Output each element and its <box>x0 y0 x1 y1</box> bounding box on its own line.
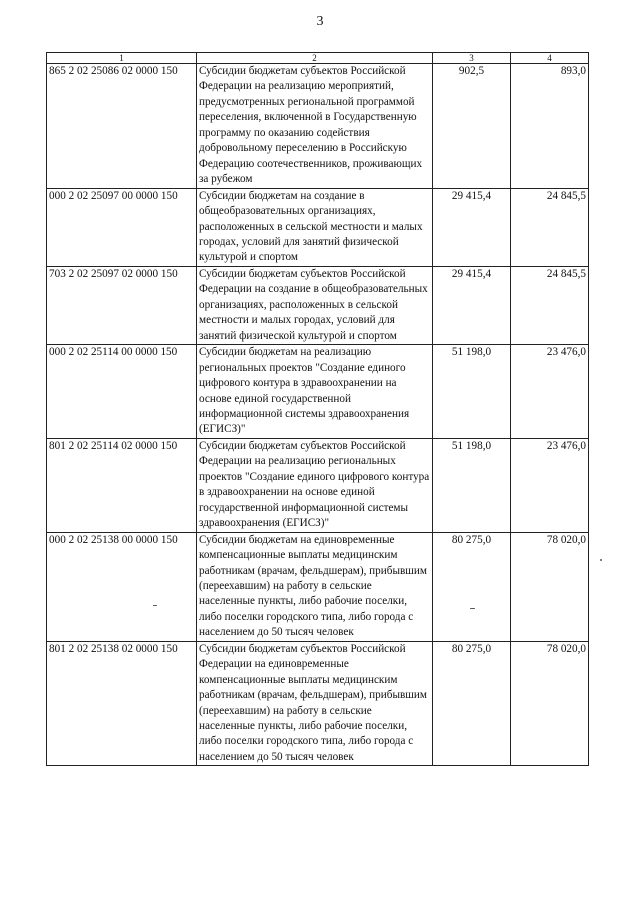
budget-code-cell: 000 2 02 25097 00 0000 150 <box>47 188 197 266</box>
budget-code-cell: 000 2 02 25114 00 0000 150 <box>47 345 197 439</box>
amount-col4-cell: 78 020,0 <box>511 532 589 641</box>
revenue-name-cell: Субсидии бюджетам субъектов Российской Федерации на реализацию региональных проектов "Создание единого цифрового контура в здравоохранении на основе единой государственной информационной системы здравоохранения (ЕГИСЗ)" <box>197 438 433 532</box>
amount-col3-cell: 80 275,0 <box>433 532 511 641</box>
amount-col3-cell: 29 415,4 <box>433 266 511 344</box>
table-row <box>47 266 589 344</box>
table-row <box>47 345 589 439</box>
column-header-2: 2 <box>197 53 433 64</box>
budget-table <box>46 52 589 766</box>
budget-code-cell: 703 2 02 25097 02 0000 150 <box>47 266 197 344</box>
amount-col4-cell: 893,0 <box>511 64 589 189</box>
amount-col3-cell: 902,5 <box>433 64 511 189</box>
scan-speck <box>600 559 602 561</box>
amount-col4-cell: 78 020,0 <box>511 641 589 766</box>
revenue-name-cell: Субсидии бюджетам субъектов Российской Федерации на создание в общеобразовательных организациях, расположенных в сельской местности и малых городах, условий для занятий физической культурой и спортом <box>197 266 433 344</box>
amount-col3-cell: 80 275,0 <box>433 641 511 766</box>
scan-speck <box>470 608 475 609</box>
table-row <box>47 641 589 766</box>
column-header-1: 1 <box>47 53 197 64</box>
table-row <box>47 438 589 532</box>
amount-col4-cell: 23 476,0 <box>511 438 589 532</box>
column-header-3: 3 <box>433 53 511 64</box>
page-number: 3 <box>316 14 324 29</box>
budget-code-cell: 000 2 02 25138 00 0000 150 <box>47 532 197 641</box>
budget-code-cell: 801 2 02 25114 02 0000 150 <box>47 438 197 532</box>
table-row <box>47 64 589 189</box>
amount-col4-cell: 23 476,0 <box>511 345 589 439</box>
table-header-row <box>47 53 589 64</box>
budget-code-cell: 865 2 02 25086 02 0000 150 <box>47 64 197 189</box>
revenue-name-cell: Субсидии бюджетам на единовременные компенсационные выплаты медицинским работникам (врачам, фельдшерам), прибывшим (переехавшим) на работу в сельские населенные пункты, либо рабочие поселки, либо поселки городского типа, либо города с населением до 50 тысяч человек <box>197 532 433 641</box>
revenue-name-cell: Субсидии бюджетам на реализацию региональных проектов "Создание единого цифрового контура в здравоохранении на основе единой государственной информационной системы здравоохранения (ЕГИСЗ)" <box>197 345 433 439</box>
amount-col3-cell: 51 198,0 <box>433 438 511 532</box>
table-row <box>47 532 589 641</box>
column-header-4: 4 <box>511 53 589 64</box>
revenue-name-cell: Субсидии бюджетам субъектов Российской Федерации на единовременные компенсационные выплаты медицинским работникам (врачам, фельдшерам), прибывшим (переехавшим) на работу в сельские населенные пункты, либо рабочие поселки, либо поселки городского типа, либо города с населением до 50 тысяч человек <box>197 641 433 766</box>
table-row <box>47 188 589 266</box>
amount-col3-cell: 51 198,0 <box>433 345 511 439</box>
budget-code-cell: 801 2 02 25138 02 0000 150 <box>47 641 197 766</box>
revenue-name-cell: Субсидии бюджетам на создание в общеобразовательных организациях, расположенных в сельской местности и малых городах, условий для занятий физической культурой и спортом <box>197 188 433 266</box>
amount-col3-cell: 29 415,4 <box>433 188 511 266</box>
amount-col4-cell: 24 845,5 <box>511 266 589 344</box>
scan-speck <box>153 605 157 606</box>
revenue-name-cell: Субсидии бюджетам субъектов Российской Федерации на реализацию мероприятий, предусмотренных региональной программой переселения, включенной в Государственную программу по оказанию содействия добровольному переселению в Российскую Федерацию соотечественников, проживающих за рубежом <box>197 64 433 189</box>
amount-col4-cell: 24 845,5 <box>511 188 589 266</box>
